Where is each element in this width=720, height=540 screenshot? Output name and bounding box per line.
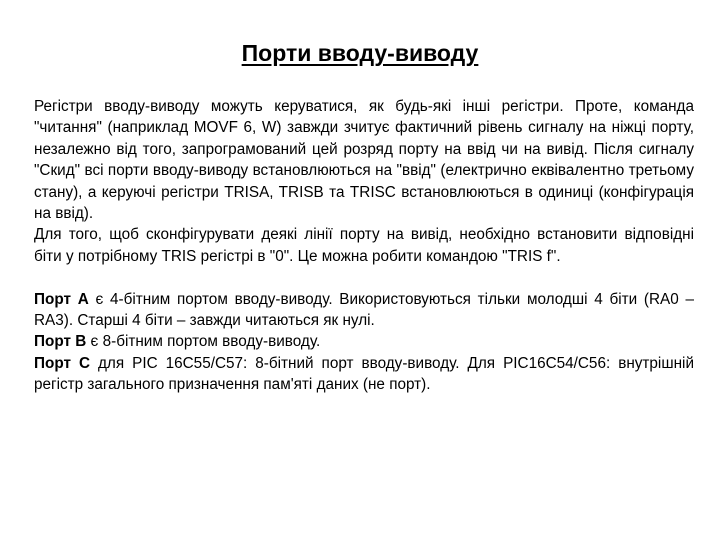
port-b-text: є 8-бітним портом вводу-виводу. [86, 333, 321, 351]
page-title: Порти вводу-виводу [241, 40, 479, 66]
port-c-text: для PIC 16C55/C57: 8-бітний порт вводу-виводу. Для PIC16C54/C56: внутрішній регістр загального призначення пам'яті даних (не порт). [34, 354, 694, 394]
port-b-label: Порт В [34, 333, 87, 351]
paragraph-port-b [34, 331, 694, 352]
port-a-label: Порт А [34, 290, 89, 308]
paragraph-registers: Регістри вводу-виводу можуть керуватися, як будь-які інші регістри. Проте, команда "читання" (наприклад MOVF 6, W) завжди зчитує фактичний рівень сигналу на ніжці порту, незалежно від того, запрограмований цей розряд порту на ввід чи на вивід. Після сигналу "Скид" всі порти вводу-виводу встановлюються на "ввід" (електрично еквівалентно третьому стану), а керуючі регістри TRISA, TRISB та TRISC встановлюються в одиниці (конфігурація на ввід). [34, 98, 694, 223]
port-a-text: є 4-бітним портом вводу-виводу. Використовуються тільки молодші 4 біти (RA0 – RA3). Старші 4 біти – завжди читаються як нулі. [34, 290, 694, 330]
slide-body [34, 96, 694, 396]
paragraph-gap [34, 267, 694, 288]
paragraph-port-a [34, 289, 694, 332]
port-c-label: Порт С [34, 354, 91, 372]
paragraph-tris-config: Для того, щоб сконфігурувати деякі лінії порту на вивід, необхідно встановити відповідні біти у потрібному TRIS регістрі в "0". Це можна робити командою "TRIS f". [34, 226, 694, 265]
paragraph-port-c [34, 353, 694, 396]
